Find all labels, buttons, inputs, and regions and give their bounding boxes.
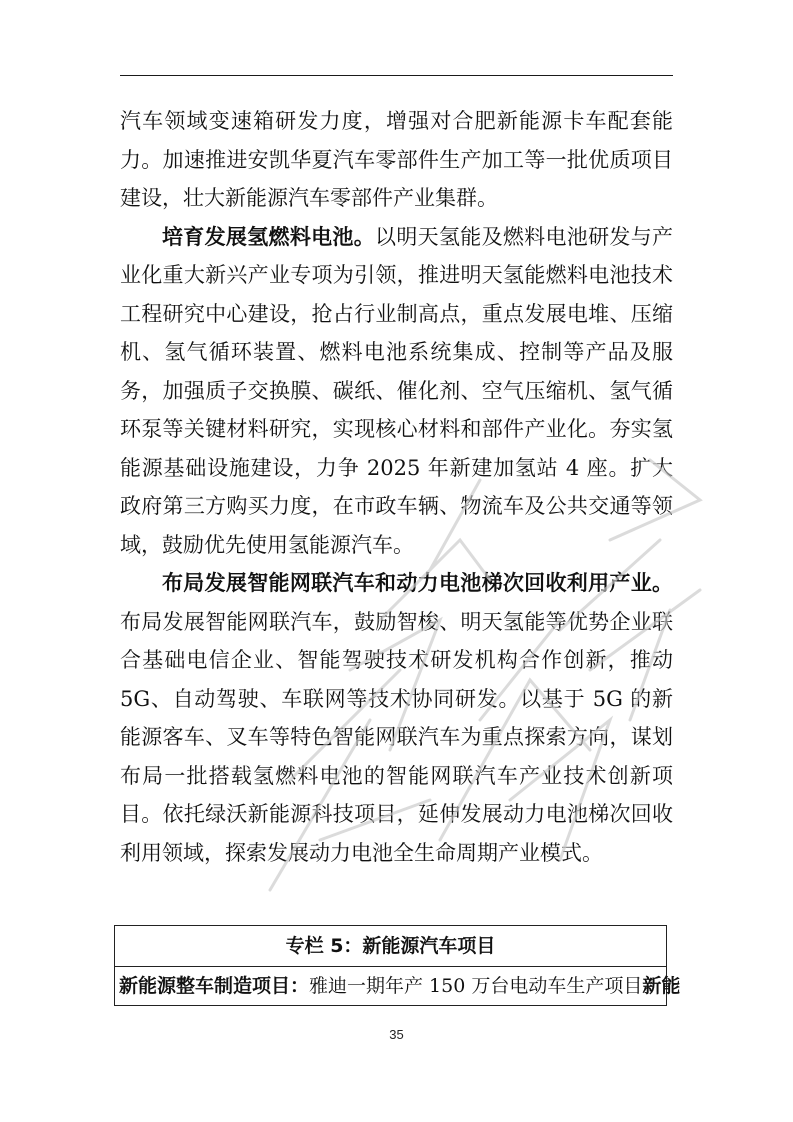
- paragraph-1-text: 汽车领域变速箱研发力度，增强对合肥新能源卡车配套能力。加速推进安凯华夏汽车零部件生产加工等一批优质项目建设，壮大新能源汽车零部件产业集群。: [120, 109, 673, 210]
- body-text: [120, 102, 673, 872]
- sidebar-box: [114, 925, 681, 1006]
- box-row: [115, 967, 681, 1005]
- paragraph-2-text: 以明天氢能及燃料电池研发与产业化重大新兴产业专项为引领，推进明天氢能燃料电池技术工程研究中心建设，抢占行业制高点，重点发展电堆、压缩机、氢气循环装置、燃料电池系统集成、控制等产品及服务，加强质子交换膜、碳纸、催化剂、空气压缩机、氢气循环泵等关键材料研究，实现核心材料和部件产业化。夯实氢能源基础设施建设，力争 2025 年新建加氢站 4 座。扩大政府第三方购买力度，在市政车辆、物流车及公共交通等领域，鼓励优先使用氢能源汽车。: [120, 224, 674, 557]
- paragraph-2: [120, 218, 673, 565]
- paragraph-3: [120, 564, 673, 872]
- paragraph-3-text: 布局发展智能网联汽车，鼓励智梭、明天氢能等优势企业联合基础电信企业、智能驾驶技术研发机构合作创新，推动 5G、自动驾驶、车联网等技术协同研发。以基于 5G 的新能源客车、叉车等特色智能网联汽车为重点探索方向，谋划布局一批搭载氢燃料电池的智能网联汽车产业技术创新项目。依托绿沃新能源科技项目，延伸发展动力电池梯次回收利用领域，探索发展动力电池全生命周期产业模式。: [120, 609, 673, 865]
- box-row-lead: 新能源整车制造项目：: [119, 975, 310, 997]
- box-row-text: 雅迪一期年产 150 万台电动车生产项目: [309, 975, 643, 997]
- paragraph-3-lead: 布局发展智能网联汽车和动力电池梯次回收利用产业。: [162, 571, 673, 595]
- header-rule: [120, 75, 673, 76]
- paragraph-2-lead: 培育发展氢燃料电池。: [162, 224, 376, 249]
- box-row-tail: 新能: [642, 975, 681, 997]
- box-title: 专栏 5：新能源汽车项目: [115, 926, 666, 967]
- page-number: 35: [389, 1027, 404, 1042]
- paragraph-1: [120, 102, 673, 218]
